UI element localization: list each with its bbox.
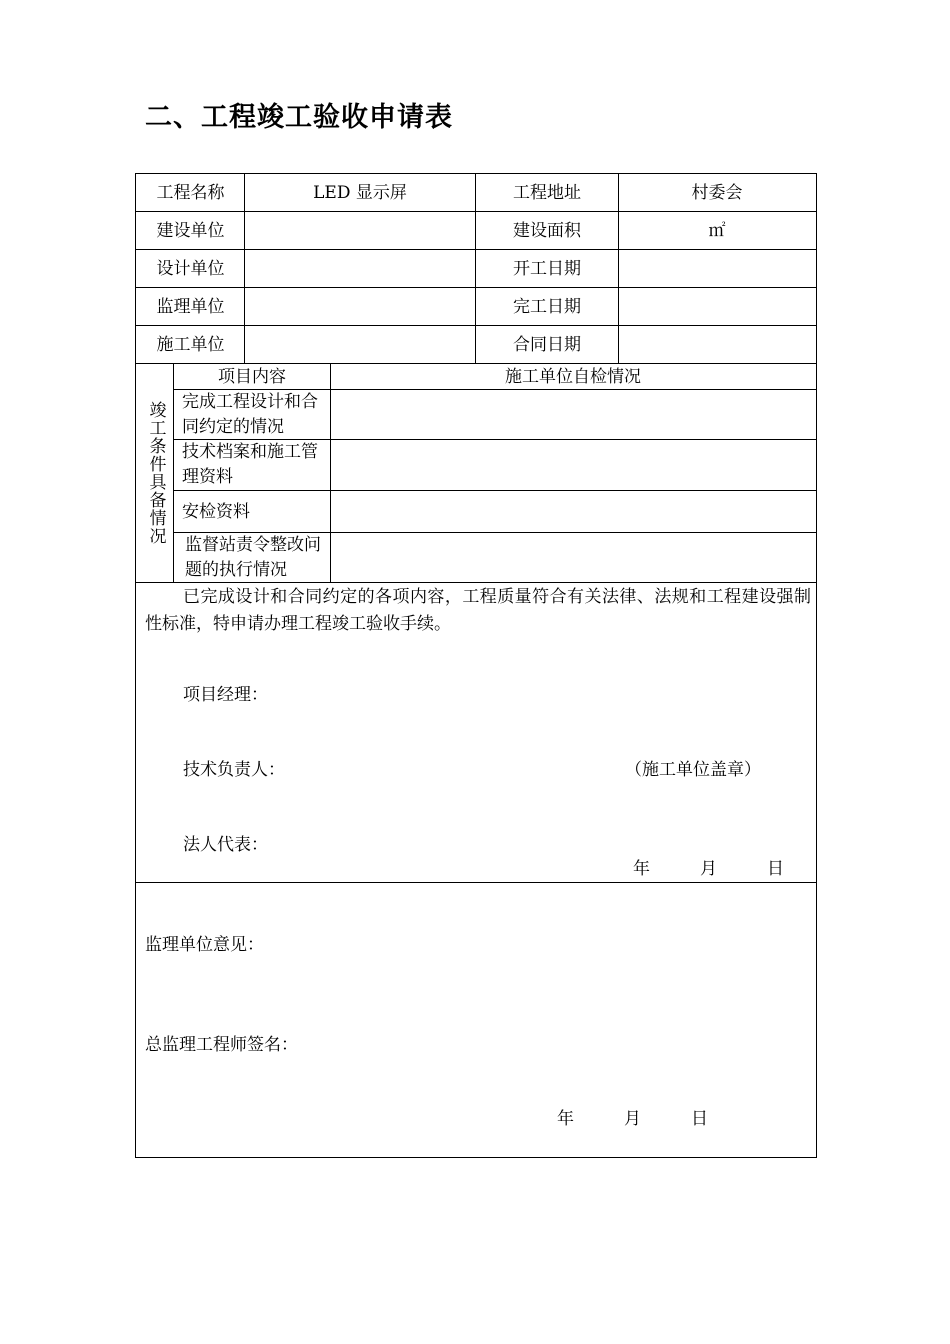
- project-address-label: 工程地址: [513, 182, 581, 203]
- date-day-label: 日: [767, 859, 784, 879]
- tech-lead-label: 技术负责人：: [183, 760, 285, 780]
- condition-item: 监督站责令整改问题的执行情况: [185, 534, 321, 580]
- legal-rep-label: 法人代表：: [183, 835, 268, 855]
- condition-item: 完成工程设计和合同约定的情况: [182, 391, 318, 437]
- row-divider: [136, 882, 816, 883]
- conditions-side-label: 竣工条件具备情况: [145, 401, 166, 545]
- seal-label: （施工单位盖章）: [625, 760, 761, 780]
- project-name-value: LED 显示屏: [313, 182, 407, 203]
- area-label: 建设面积: [513, 220, 581, 241]
- project-address-value: 村委会: [691, 182, 743, 203]
- owner-value: [245, 212, 475, 249]
- contract-date-value: [619, 326, 815, 363]
- page-title: 二、工程竣工验收申请表: [145, 102, 453, 133]
- contractor-value: [245, 326, 475, 363]
- owner-label: 建设单位: [156, 220, 225, 241]
- col-check-header: 施工单位自检情况: [505, 366, 641, 387]
- col-item-header: 项目内容: [218, 366, 286, 387]
- condition-item: 安检资料: [182, 501, 250, 522]
- supervisor-value: [245, 288, 475, 325]
- condition-check: [331, 491, 815, 532]
- start-date-label: 开工日期: [513, 258, 581, 279]
- contract-date-label: 合同日期: [513, 334, 581, 355]
- condition-check: [331, 533, 815, 582]
- application-statement: 已完成设计和合同约定的各项内容，工程质量符合有关法律、法规和工程建设强制性标准，特申请办理工程竣工验收手续。: [145, 587, 811, 634]
- date-year-label: 年: [633, 859, 650, 879]
- chief-supervisor-sign-label: 总监理工程师签名：: [145, 1035, 298, 1055]
- finish-date-value: [619, 288, 815, 325]
- col-divider: [173, 363, 174, 582]
- finish-date-label: 完工日期: [513, 296, 581, 317]
- contractor-label: 施工单位: [156, 334, 225, 355]
- start-date-value: [619, 250, 815, 287]
- condition-check: [331, 390, 815, 439]
- condition-check: [331, 440, 815, 490]
- design-value: [245, 250, 475, 287]
- project-manager-label: 项目经理：: [183, 685, 268, 705]
- date-month-label: 月: [624, 1109, 641, 1129]
- date-day-label: 日: [691, 1109, 708, 1129]
- date-month-label: 月: [700, 859, 717, 879]
- project-name-label: 工程名称: [156, 182, 225, 203]
- condition-item: 技术档案和施工管理资料: [182, 442, 318, 487]
- date-year-label: 年: [557, 1109, 574, 1129]
- supervision-opinion-label: 监理单位意见：: [145, 935, 264, 955]
- design-label: 设计单位: [156, 258, 225, 279]
- supervisor-label: 监理单位: [156, 296, 225, 317]
- area-value: ㎡: [708, 220, 726, 241]
